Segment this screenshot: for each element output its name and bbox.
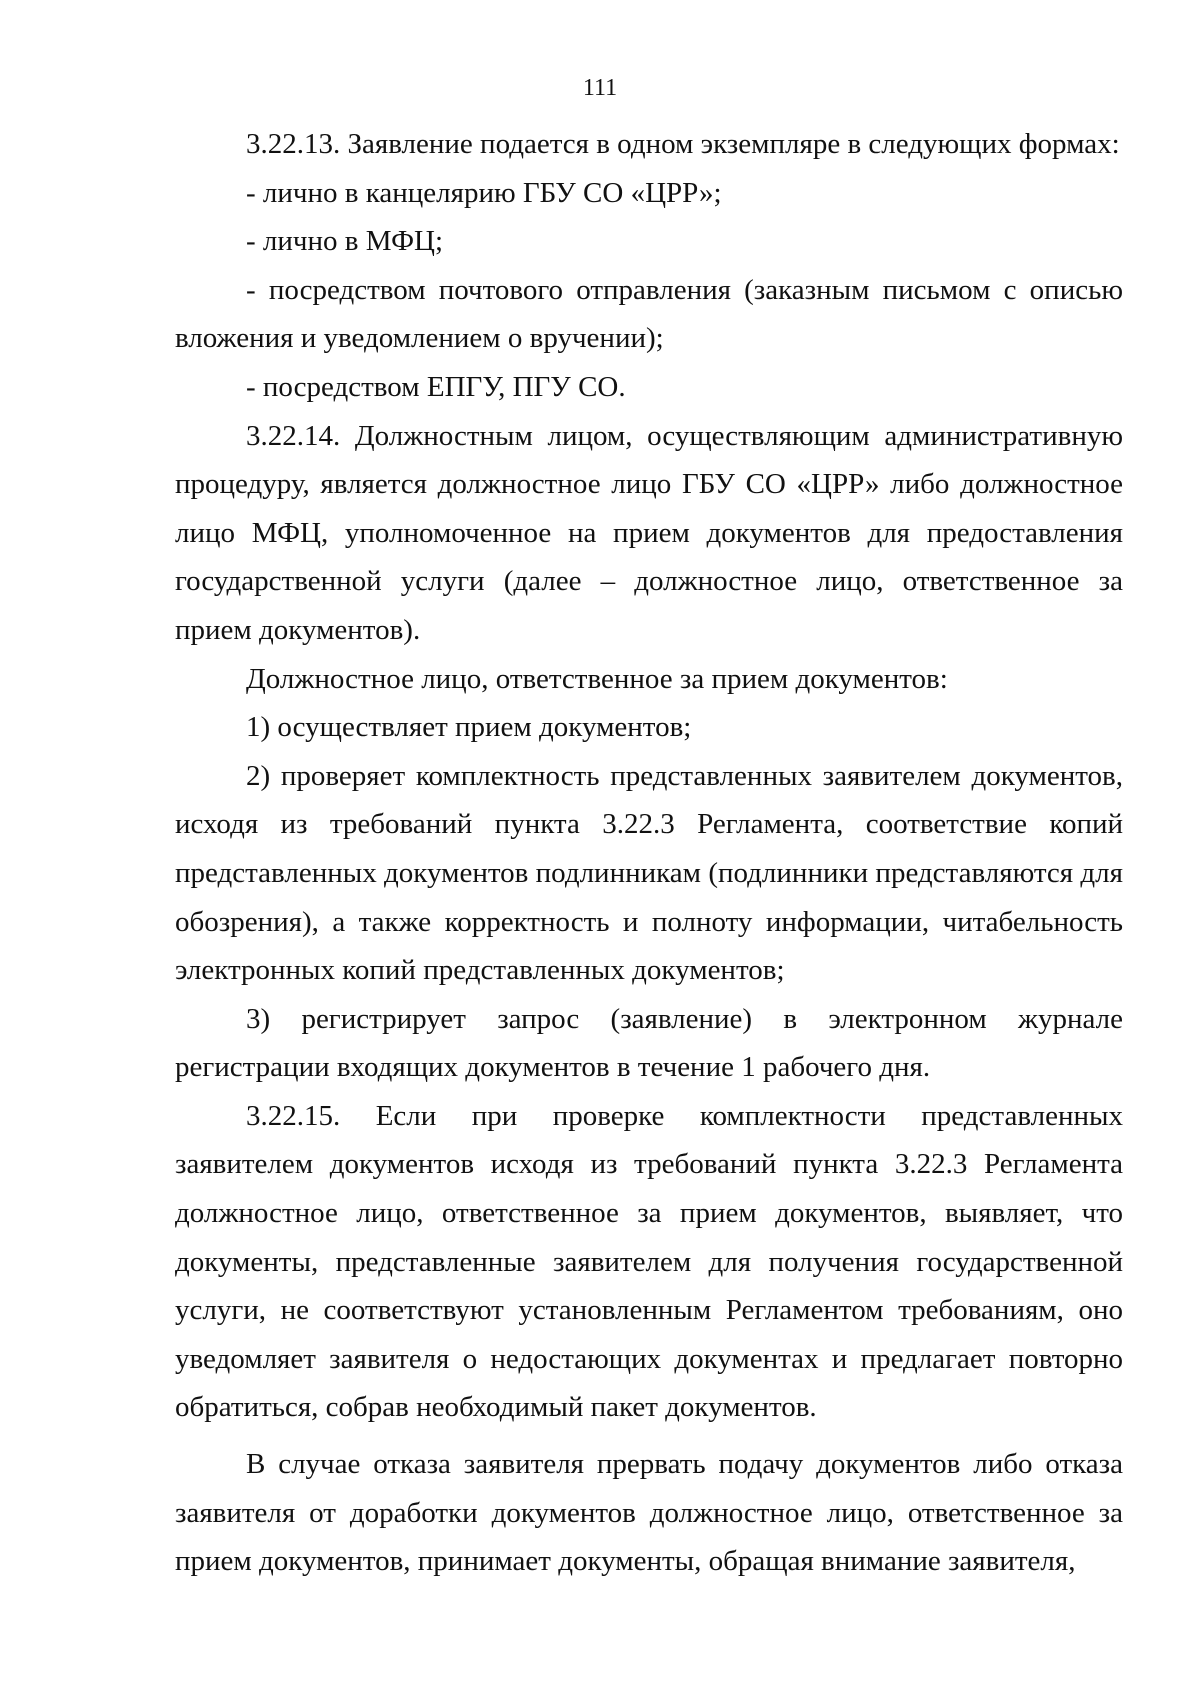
list-item-epgu: - посредством ЕПГУ, ПГУ СО. [246,370,626,403]
duty-item-2: 2) проверяет комплектность представленных заявителем документов, исходя из требований пункта 3.22.3 Регламента, соответствие копий представленных документов подлинникам (подлинники представляются для обозрения), а также корректность и полноту информации, читабельность электронных копий представленных документов; [175,759,1123,987]
paragraph-3-22-14: 3.22.14. Должностным лицом, осуществляющим административную процедуру, является должностное лицо ГБУ СО «ЦРР» либо должностное лицо МФЦ, уполномоченное на прием документов для предоставления государственной услуги (далее – должностное лицо, ответственное за прием документов). [175,419,1123,646]
list-item-mfc: - лично в МФЦ; [246,225,444,258]
page-number: 111 [582,75,618,101]
document-body [175,120,1123,1586]
duty-item-3: 3) регистрирует запрос (заявление) в электронном журнале регистрации входящих документов в течение 1 рабочего дня. [175,1002,1123,1084]
paragraph-refusal-case: В случае отказа заявителя прервать подачу документов либо отказа заявителя от доработки документов должностное лицо, ответственное за прием документов, принимает документы, обращая внимание заявителя, [175,1448,1123,1578]
paragraph-3-22-15: 3.22.15. Если при проверке комплектности представленных заявителем документов исходя из требований пункта 3.22.3 Регламента должностное лицо, ответственное за прием документов, выявляет, что документы, представленные заявителем для получения государственной услуги, не соответствуют установленным Регламентом требованиям, оно уведомляет заявителя о недостающих документах и предлагает повторно обратиться, собрав необходимый пакет документов. [175,1099,1123,1424]
paragraph-3-22-13: 3.22.13. Заявление подается в одном экземпляре в следующих формах: [246,128,1120,160]
paragraph-official-duties-intro: Должностное лицо, ответственное за прием документов: [246,662,948,695]
duty-item-1: 1) осуществляет прием документов; [246,711,692,744]
list-item-post: - посредством почтового отправления (заказным письмом с описью вложения и уведомлением о вручении); [175,273,1123,355]
list-item-chancellery: - лично в канцелярию ГБУ СО «ЦРР»; [246,176,722,209]
